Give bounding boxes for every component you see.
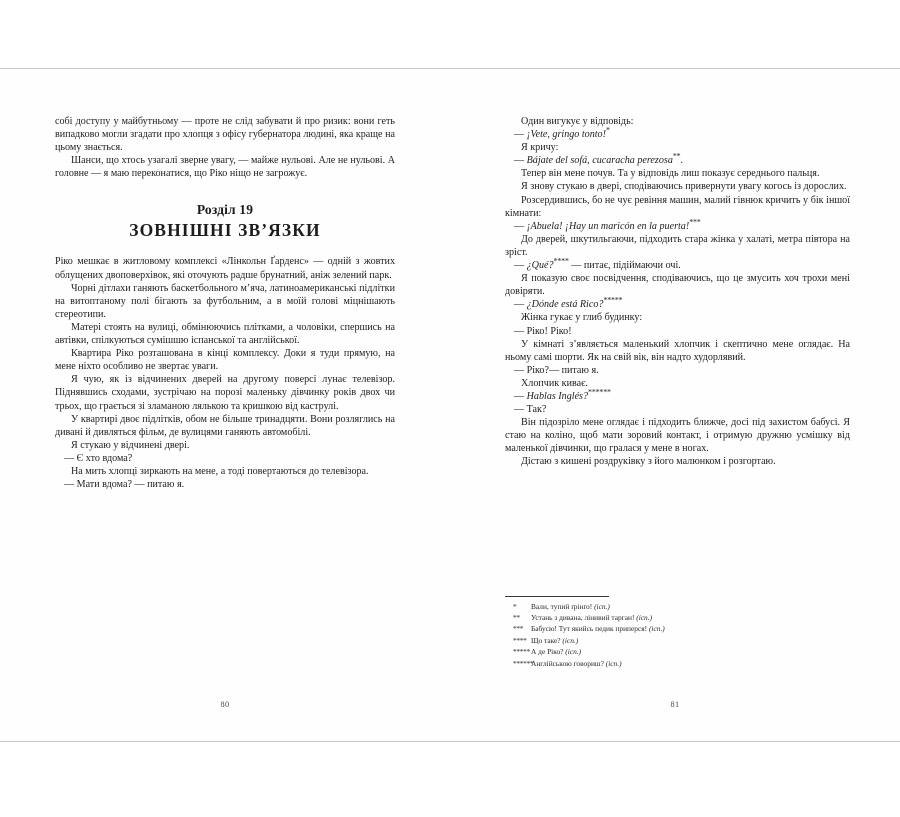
dialogue-tail: . — [680, 155, 684, 167]
footnote-reference[interactable]: *** — [689, 217, 701, 227]
spanish-phrase: ¡Vete, gringo tonto! — [526, 129, 606, 141]
page-right-body — [505, 115, 850, 469]
body-paragraph: Жінка гукає у глиб будинку: — [521, 312, 643, 324]
body-paragraph: У кімнаті з’являється маленький хлопчик і скептично мене оглядає. На ньому самі шорти. Як на свій вік, він надто худорлявий. — [505, 338, 850, 363]
dialogue-dash: — — [514, 390, 527, 402]
spanish-phrase: ¿Dónde está Rico? — [526, 299, 604, 311]
footnote-reference[interactable]: ** — [672, 151, 681, 161]
page-number-left: 80 — [220, 700, 230, 709]
dialogue-dash: — — [514, 260, 527, 272]
dialogue-line-foreign — [505, 125, 850, 141]
footnote-reference[interactable]: * — [605, 125, 610, 135]
dialogue-line-foreign — [505, 217, 850, 233]
book-page-spread — [0, 68, 900, 742]
footnote-marker: ****** — [513, 658, 534, 668]
footnote-text: А де Ріко? (ісп.) — [531, 647, 582, 657]
dialogue-line: — Ріко?— питаю я. — [514, 364, 599, 376]
body-paragraph: Він підозріло мене оглядає і підходить ближче, досі під захистом бабусі. Я стаю на коліно, щоб мати зоровий контакт, і отримую дружню усмішку від маленької дівчинки, що гралася у мене в ногах. — [505, 417, 850, 455]
body-paragraph: Я чую, як із відчинених дверей на другому поверсі лунає телевізор. Піднявшись сходами, зустрічаю на порозі маленьку дівчинку років двох чи трьох, що грається зі зламаною лялькою та кришкою від каструлі. — [55, 374, 395, 412]
body-paragraph: Матері стоять на вулиці, обмінюючись плітками, а чоловіки, спершись на автівки, спілкуються сумішшю іспанської та англійської. — [55, 321, 395, 347]
body-paragraph: Ріко мешкає в житловому комплексі «Лінкольн Ґарденс» — одній з жовтих облущених двоповерхівок, які оточують радше брунатний, аніж зелений парк. — [55, 256, 395, 281]
dialogue-line: — Є хто вдома? — [64, 452, 133, 464]
footnote-text: Англійською говориш? (ісп.) — [531, 658, 622, 668]
footnote-item — [505, 612, 850, 623]
body-paragraph: Чорні дітлахи ганяють баскетбольного м’яча, латиноамериканські підлітки на витоптаному полі бігають за футбольним, а в моїй голові міцнішають стереотипи. — [55, 282, 395, 320]
footnote-marker: ***** — [513, 647, 530, 657]
footnote-item — [505, 646, 850, 657]
chapter-title: ЗОВНІШНІ ЗВ’ЯЗКИ — [129, 220, 321, 241]
body-paragraph: До дверей, шкутильгаючи, підходить стара жінка у халаті, метра півтора на зріст. — [505, 233, 850, 258]
footnote-reference[interactable]: ****** — [588, 387, 611, 397]
footnote-marker: **** — [513, 635, 527, 645]
spanish-phrase: ¿Qué? — [526, 260, 554, 272]
page-left — [0, 69, 450, 741]
body-paragraph: Хлопчик киває. — [521, 377, 588, 389]
dialogue-dash: — — [514, 129, 527, 141]
footnote-language-note: (ісп.) — [565, 647, 582, 657]
body-paragraph: Розсердившись, бо не чує ревіння машин, малий гівнюк кричить у бік іншої кімнати: — [505, 194, 850, 219]
footnote-item — [505, 623, 850, 634]
footnote-list — [505, 601, 850, 669]
dialogue-dash: — — [514, 220, 527, 232]
footnote-language-note: (ісп.) — [636, 612, 653, 622]
body-paragraph: У квартирі двоє підлітків, обом не більше тринадцяти. Вони розляглись на дивані й дивляться фільм, де вулицями ганяють автомобілі. — [55, 413, 395, 438]
footnote-item — [505, 601, 850, 612]
body-paragraph: Один вигукує у відповідь: — [521, 116, 634, 127]
dialogue-line-foreign — [505, 387, 850, 403]
spanish-phrase: Bájate del sofá, cucaracha perezosa — [526, 155, 673, 167]
spanish-phrase: ¡Abuela! ¡Hay un maricón en la puerta! — [526, 220, 690, 232]
spanish-phrase: Hablas Inglés? — [526, 390, 589, 402]
chapter-number: Розділ 19 — [196, 202, 254, 218]
footnote-text: Бабусю! Тут якийсь педик приперся! (ісп.) — [531, 624, 665, 634]
body-paragraph: Шанси, що хтось узагалі зверне увагу, — майже нульові. Але не нульові. А головне — я маю переконатися, що Ріко ніщо не загрожує. — [55, 155, 395, 180]
dialogue-line: — Так? — [514, 404, 547, 416]
footnote-reference[interactable]: **** — [553, 256, 569, 266]
footnote-language-note: (ісп.) — [594, 601, 610, 611]
body-paragraph: Я знову стукаю в двері, сподіваючись привернути увагу когось із дорослих. — [521, 181, 847, 193]
footnote-separator-rule — [505, 596, 609, 597]
page-right — [450, 69, 900, 741]
page-left-body — [55, 115, 395, 491]
footnote-language-note: (ісп.) — [605, 658, 622, 668]
footnote-text: Вали, тупий ґрінґо! (ісп.) — [531, 601, 610, 611]
body-paragraph: Я показую своє посвідчення, сподіваючись, що це змусить хоч трохи мені довіряти. — [505, 273, 850, 298]
body-paragraph: Я стукаю у відчинені двері. — [71, 439, 190, 451]
footnote-text: Устань з дивана, лінивий тарган! (ісп.) — [531, 612, 653, 622]
body-paragraph: На мить хлопці зиркають на мене, а тоді повертаються до телевізора. — [71, 465, 369, 477]
footnote-language-note: (ісп.) — [648, 624, 665, 634]
body-paragraph: Квартира Ріко розташована в кінці комплексу. Доки я туди прямую, на мене ніхто особливо не звертає уваги. — [55, 348, 395, 373]
dialogue-tail: — питає, підіймаючи очі. — [568, 260, 681, 272]
body-paragraph: Тепер він мене почув. Та у відповідь лиш показує середнього пальця. — [521, 168, 820, 180]
footnote-language-note: (ісп.) — [562, 635, 579, 645]
dialogue-line-foreign — [505, 256, 850, 272]
footnote-text: Що таке? (ісп.) — [531, 635, 579, 645]
footnote-reference[interactable]: ***** — [603, 295, 623, 305]
footnote-block — [505, 596, 850, 669]
dialogue-line: — Мати вдома? — питаю я. — [64, 479, 185, 491]
body-paragraph: Я кричу: — [521, 142, 559, 154]
dialogue-dash: — — [514, 299, 527, 311]
footnote-item — [505, 658, 850, 669]
dialogue-line-foreign — [505, 151, 850, 167]
body-paragraph: собі доступу у майбутньому — проте не слід забувати й про ризик: вони геть випадково могли згадати про хлопця з офісу губернатора людині, яка краще на цьому знається. — [55, 116, 395, 154]
footnote-item — [505, 635, 850, 646]
body-paragraph: Дістаю з кишені роздруківку з його малюнком і розгортаю. — [521, 456, 776, 468]
dialogue-line-foreign — [505, 295, 850, 311]
dialogue-line: — Ріко! Ріко! — [514, 325, 572, 337]
footnote-marker: ** — [513, 612, 520, 622]
dialogue-dash: — — [514, 155, 527, 167]
footnote-marker: * — [513, 601, 517, 611]
page-number-right: 81 — [670, 700, 680, 709]
footnote-marker: *** — [513, 624, 524, 634]
chapter-heading — [55, 201, 395, 242]
